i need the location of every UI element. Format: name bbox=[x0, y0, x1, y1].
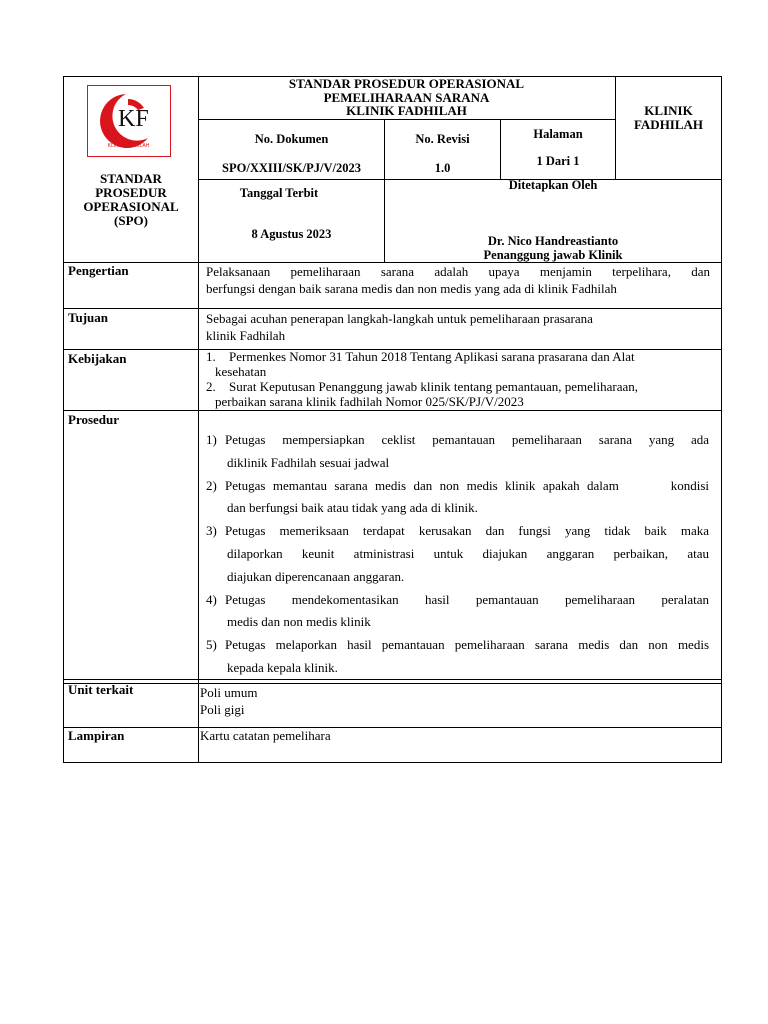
lampiran-label: Lampiran bbox=[68, 728, 125, 743]
prosedur-line: Petugas mempersiapkan ceklist pemantauan pemeliharaan sarana yang ada bbox=[225, 432, 709, 447]
spo-label-line-1: STANDAR bbox=[100, 171, 162, 186]
pengertian-line-2: berfungsi dengan baik sarana medis dan non medis yang ada di klinik Fadhilah bbox=[206, 281, 617, 296]
prosedur-line: dan berfungsi baik atau tidak yang ada di klinik. bbox=[227, 500, 478, 516]
unit-line-1: Poli umum bbox=[200, 685, 258, 700]
prosedur-line: Petugas memeriksaan terdapat kerusakan dan fungsi yang tidak baik maka bbox=[225, 523, 709, 539]
prosedur-item bbox=[206, 634, 709, 680]
prosedur-line: medis dan non medis klinik bbox=[227, 614, 371, 630]
prosedur-item bbox=[206, 589, 709, 635]
pengertian-text bbox=[206, 263, 710, 297]
prosedur-line: Petugas mendekomentasikan hasil pemantauan pemeliharaan peralatan bbox=[225, 591, 709, 607]
clinic-line-1: KLINIK bbox=[644, 103, 693, 118]
tujuan-text bbox=[206, 310, 710, 344]
divider-kebijakan bbox=[63, 410, 722, 411]
prosedur-label: Prosedur bbox=[68, 412, 120, 427]
kebijakan-item bbox=[206, 350, 716, 379]
page-label: Halaman bbox=[533, 127, 583, 141]
approved-label: Ditetapkan Oleh bbox=[508, 178, 598, 192]
kebijakan-number: 2. bbox=[206, 379, 216, 394]
prosedur-line: diajukan diperencanaan anggaran. bbox=[227, 568, 405, 584]
border-right bbox=[721, 76, 722, 762]
prosedur-item bbox=[206, 429, 709, 475]
approver bbox=[385, 234, 721, 262]
kebijakan-line: perbaikan sarana klinik fadhilah Nomor 025/SK/PJ/V/2023 bbox=[215, 393, 524, 409]
pengertian-label: Pengertian bbox=[68, 263, 129, 278]
title-line-3: KLINIK FADHILAH bbox=[346, 103, 467, 118]
prosedur-number: 2) bbox=[206, 477, 217, 493]
prosedur-line: Petugas melaporkan hasil pemantauan pemeliharaan sarana medis dan non medis bbox=[225, 637, 709, 653]
prosedur-line: diklinik Fadhilah sesuai jadwal bbox=[227, 454, 390, 470]
revision-label: No. Revisi bbox=[415, 132, 470, 146]
title-line-1: STANDAR PROSEDUR OPERASIONAL bbox=[288, 76, 525, 91]
kebijakan-number: 1. bbox=[206, 349, 216, 364]
prosedur-line: dilaporkan keunit atministrasi untuk diajukan anggaran perbaikan, atau bbox=[227, 545, 709, 561]
prosedur-number: 4) bbox=[206, 591, 217, 607]
lampiran-value: Kartu catatan pemelihara bbox=[200, 728, 331, 743]
spo-label-line-2: PROSEDUR bbox=[95, 185, 167, 200]
revision-value: 1.0 bbox=[434, 161, 451, 175]
divider-pengertian bbox=[63, 308, 722, 309]
clinic-name bbox=[616, 104, 721, 132]
kebijakan-item bbox=[206, 380, 716, 409]
prosedur-item bbox=[206, 520, 709, 588]
spo-label-line-3: OPERASIONAL bbox=[83, 199, 179, 214]
prosedur-number: 1) bbox=[206, 432, 217, 447]
tujuan-label: Tujuan bbox=[68, 310, 108, 325]
document-title bbox=[198, 77, 615, 118]
pengertian-line-1: Pelaksanaan pemeliharaan sarana adalah upaya menjamin terpelihara, dan bbox=[206, 264, 710, 279]
page-value: 1 Dari 1 bbox=[536, 154, 580, 168]
prosedur-line: Petugas memantau sarana medis dan non medis klinik apakah dalam kondisi bbox=[225, 477, 709, 493]
clinic-line-2: FADHILAH bbox=[633, 117, 704, 132]
divider-title bbox=[198, 119, 615, 120]
approver-title: Penanggung jawab Klinik bbox=[483, 248, 623, 262]
kebijakan-line: kesehatan bbox=[215, 363, 267, 379]
logo-caption: KLINIK FADHILAH bbox=[107, 143, 150, 149]
doc-number-value: SPO/XXIII/SK/PJ/V/2023 bbox=[222, 161, 361, 175]
spo-label bbox=[64, 172, 198, 228]
tujuan-line-1: Sebagai acuhan penerapan langkah-langkah untuk pemeliharaan prasarana bbox=[206, 311, 593, 326]
kebijakan-line: Surat Keputusan Penanggung jawab klinik tentang pemantauan, pemeliharaan, bbox=[229, 379, 639, 394]
unit-line-2: Poli gigi bbox=[200, 702, 245, 717]
unit-label: Unit terkait bbox=[68, 682, 134, 697]
prosedur-item bbox=[206, 475, 709, 521]
prosedur-list bbox=[206, 429, 709, 680]
title-line-2: PEMELIHARAAN SARANA bbox=[323, 89, 490, 105]
logo bbox=[87, 85, 171, 157]
doc-number-label: No. Dokumen bbox=[254, 132, 329, 146]
approver-name: Dr. Nico Handreastianto bbox=[487, 234, 619, 248]
prosedur-line: kepada kepala klinik. bbox=[227, 659, 338, 675]
prosedur-number: 5) bbox=[206, 637, 217, 653]
kebijakan-label: Kebijakan bbox=[68, 351, 127, 366]
kebijakan-list bbox=[206, 350, 716, 409]
unit-text bbox=[200, 684, 700, 718]
border-bottom bbox=[63, 762, 722, 763]
tujuan-line-2: klinik Fadhilah bbox=[206, 328, 286, 343]
prosedur-number: 3) bbox=[206, 523, 217, 539]
logo-text: KF bbox=[118, 106, 149, 132]
issue-date-value: 8 Agustus 2023 bbox=[251, 227, 332, 241]
spo-label-line-4: (SPO) bbox=[114, 213, 148, 228]
issue-date-label: Tanggal Terbit bbox=[239, 186, 319, 200]
kebijakan-line: Permenkes Nomor 31 Tahun 2018 Tentang Aplikasi sarana prasarana dan Alat bbox=[229, 349, 635, 364]
